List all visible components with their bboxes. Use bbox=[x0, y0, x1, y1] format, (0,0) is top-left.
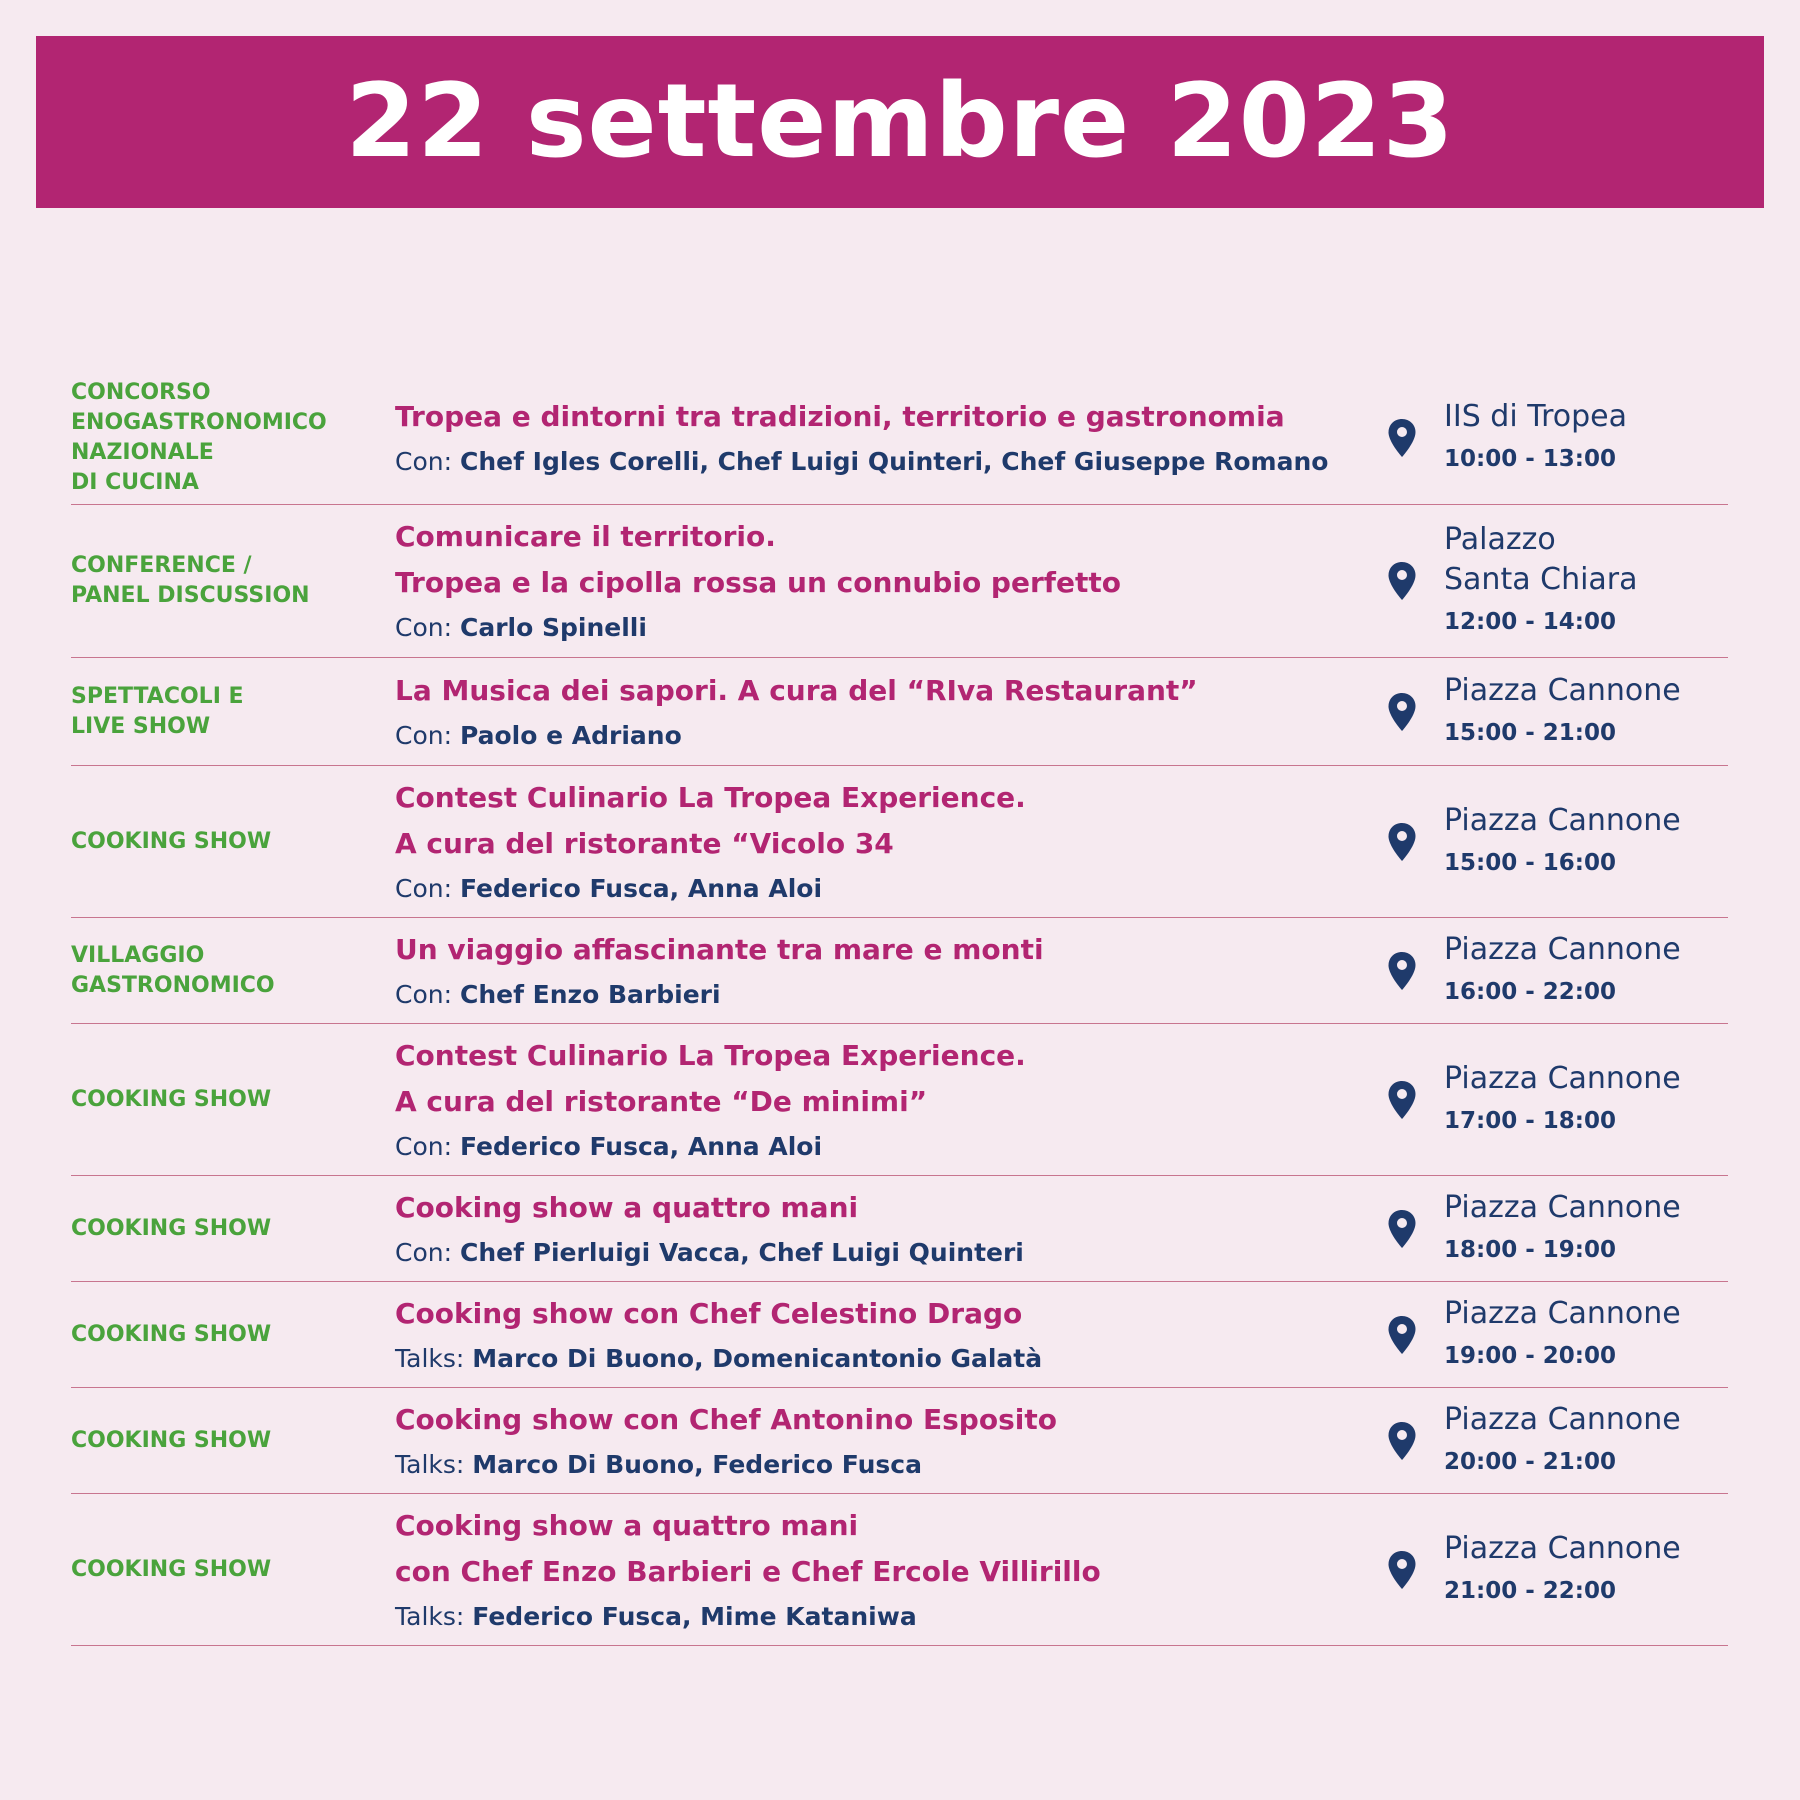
event-place: IIS di Tropea bbox=[1444, 399, 1628, 434]
location-pin-icon bbox=[1387, 1209, 1417, 1249]
event-time: 18:00 - 19:00 bbox=[1444, 1236, 1616, 1263]
event-row bbox=[71, 1282, 1728, 1388]
event-title: Cooking show con Chef Antonino Esposito bbox=[395, 1402, 1057, 1436]
event-row bbox=[71, 1176, 1728, 1282]
event-category: COOKING SHOW bbox=[71, 1215, 272, 1241]
event-title: Comunicare il territorio. Tropea e la cipolla rossa un connubio perfetto bbox=[395, 520, 1121, 599]
event-place: Piazza Cannone bbox=[1444, 1295, 1681, 1331]
header-banner bbox=[36, 36, 1764, 208]
event-people: Con: Chef Pierluigi Vacca, Chef Luigi Quinteri bbox=[395, 1237, 1024, 1267]
event-row bbox=[71, 372, 1728, 505]
event-place: Piazza Cannone bbox=[1444, 931, 1681, 967]
event-place: Piazza Cannone bbox=[1444, 1401, 1681, 1437]
event-place: Palazzo Santa Chiara bbox=[1444, 522, 1638, 597]
event-category: VILLAGGIO GASTRONOMICO bbox=[71, 942, 275, 998]
event-row bbox=[71, 1024, 1728, 1176]
event-title: Contest Culinario La Tropea Experience. A cura del ristorante “Vicolo 34 bbox=[395, 780, 1026, 860]
event-category: CONCORSO ENOGASTRONOMICO NAZIONALE DI CUCINA bbox=[71, 380, 327, 495]
location-pin-icon bbox=[1387, 1080, 1417, 1120]
event-title: Contest Culinario La Tropea Experience. A cura del ristorante “De minimi” bbox=[395, 1038, 1026, 1118]
event-place: Piazza Cannone bbox=[1444, 672, 1681, 708]
event-people: Con: Federico Fusca, Anna Aloi bbox=[395, 1131, 823, 1161]
event-title: Un viaggio affascinante tra mare e monti bbox=[395, 932, 1044, 966]
event-time: 20:00 - 21:00 bbox=[1444, 1448, 1616, 1475]
event-title: La Musica dei sapori. A cura del “RIva Restaurant” bbox=[395, 673, 1198, 707]
event-row bbox=[71, 658, 1728, 766]
event-people: Con: Paolo e Adriano bbox=[395, 720, 682, 750]
event-time: 10:00 - 13:00 bbox=[1444, 446, 1616, 472]
event-category: CONFERENCE / PANEL DISCUSSION bbox=[71, 553, 310, 608]
event-people: Talks: Marco Di Buono, Federico Fusca bbox=[395, 1449, 922, 1479]
event-place: Piazza Cannone bbox=[1444, 1189, 1681, 1225]
location-pin-icon bbox=[1387, 951, 1417, 991]
location-pin-icon bbox=[1387, 822, 1417, 862]
page-title: 22 settembre 2023 bbox=[345, 62, 1455, 181]
event-title: Cooking show con Chef Celestino Drago bbox=[395, 1296, 1023, 1330]
location-pin-icon bbox=[1387, 1550, 1417, 1590]
event-category: COOKING SHOW bbox=[71, 1427, 272, 1453]
location-pin-icon bbox=[1387, 1421, 1417, 1461]
location-pin-icon bbox=[1387, 692, 1417, 732]
location-pin-icon bbox=[1387, 561, 1417, 601]
event-people: Con: Chef Enzo Barbieri bbox=[395, 979, 721, 1009]
event-time: 15:00 - 21:00 bbox=[1444, 719, 1616, 746]
event-time: 19:00 - 20:00 bbox=[1444, 1342, 1616, 1369]
event-row bbox=[71, 918, 1728, 1024]
event-category: SPETTACOLI E LIVE SHOW bbox=[71, 683, 244, 739]
event-row bbox=[71, 1388, 1728, 1494]
event-row bbox=[71, 505, 1728, 658]
event-people: Talks: Federico Fusca, Mime Kataniwa bbox=[395, 1601, 917, 1631]
event-category: COOKING SHOW bbox=[71, 1321, 272, 1347]
event-schedule bbox=[71, 372, 1728, 1646]
event-title: Cooking show a quattro mani bbox=[395, 1190, 859, 1224]
event-title: Tropea e dintorni tra tradizioni, territorio e gastronomia bbox=[395, 400, 1285, 433]
event-time: 12:00 - 14:00 bbox=[1444, 609, 1616, 635]
event-people: Con: Federico Fusca, Anna Aloi bbox=[395, 873, 823, 903]
event-place: Piazza Cannone bbox=[1444, 802, 1681, 838]
event-category: COOKING SHOW bbox=[71, 828, 272, 854]
event-row bbox=[71, 1494, 1728, 1646]
event-place: Piazza Cannone bbox=[1444, 1530, 1681, 1566]
event-people: Talks: Marco Di Buono, Domenicantonio Galatà bbox=[395, 1343, 1043, 1373]
event-row bbox=[71, 766, 1728, 918]
event-people: Con: Chef Igles Corelli, Chef Luigi Quinteri, Chef Giuseppe Romano bbox=[395, 447, 1329, 476]
event-time: 21:00 - 22:00 bbox=[1444, 1577, 1616, 1604]
location-pin-icon bbox=[1387, 418, 1417, 458]
event-category: COOKING SHOW bbox=[71, 1086, 272, 1112]
event-category: COOKING SHOW bbox=[71, 1556, 272, 1582]
event-title: Cooking show a quattro mani con Chef Enzo Barbieri e Chef Ercole Villirillo bbox=[395, 1508, 1101, 1588]
location-pin-icon bbox=[1387, 1315, 1417, 1355]
event-time: 15:00 - 16:00 bbox=[1444, 849, 1616, 876]
event-time: 17:00 - 18:00 bbox=[1444, 1107, 1616, 1134]
event-place: Piazza Cannone bbox=[1444, 1060, 1681, 1096]
event-time: 16:00 - 22:00 bbox=[1444, 978, 1616, 1005]
event-people: Con: Carlo Spinelli bbox=[395, 613, 647, 642]
